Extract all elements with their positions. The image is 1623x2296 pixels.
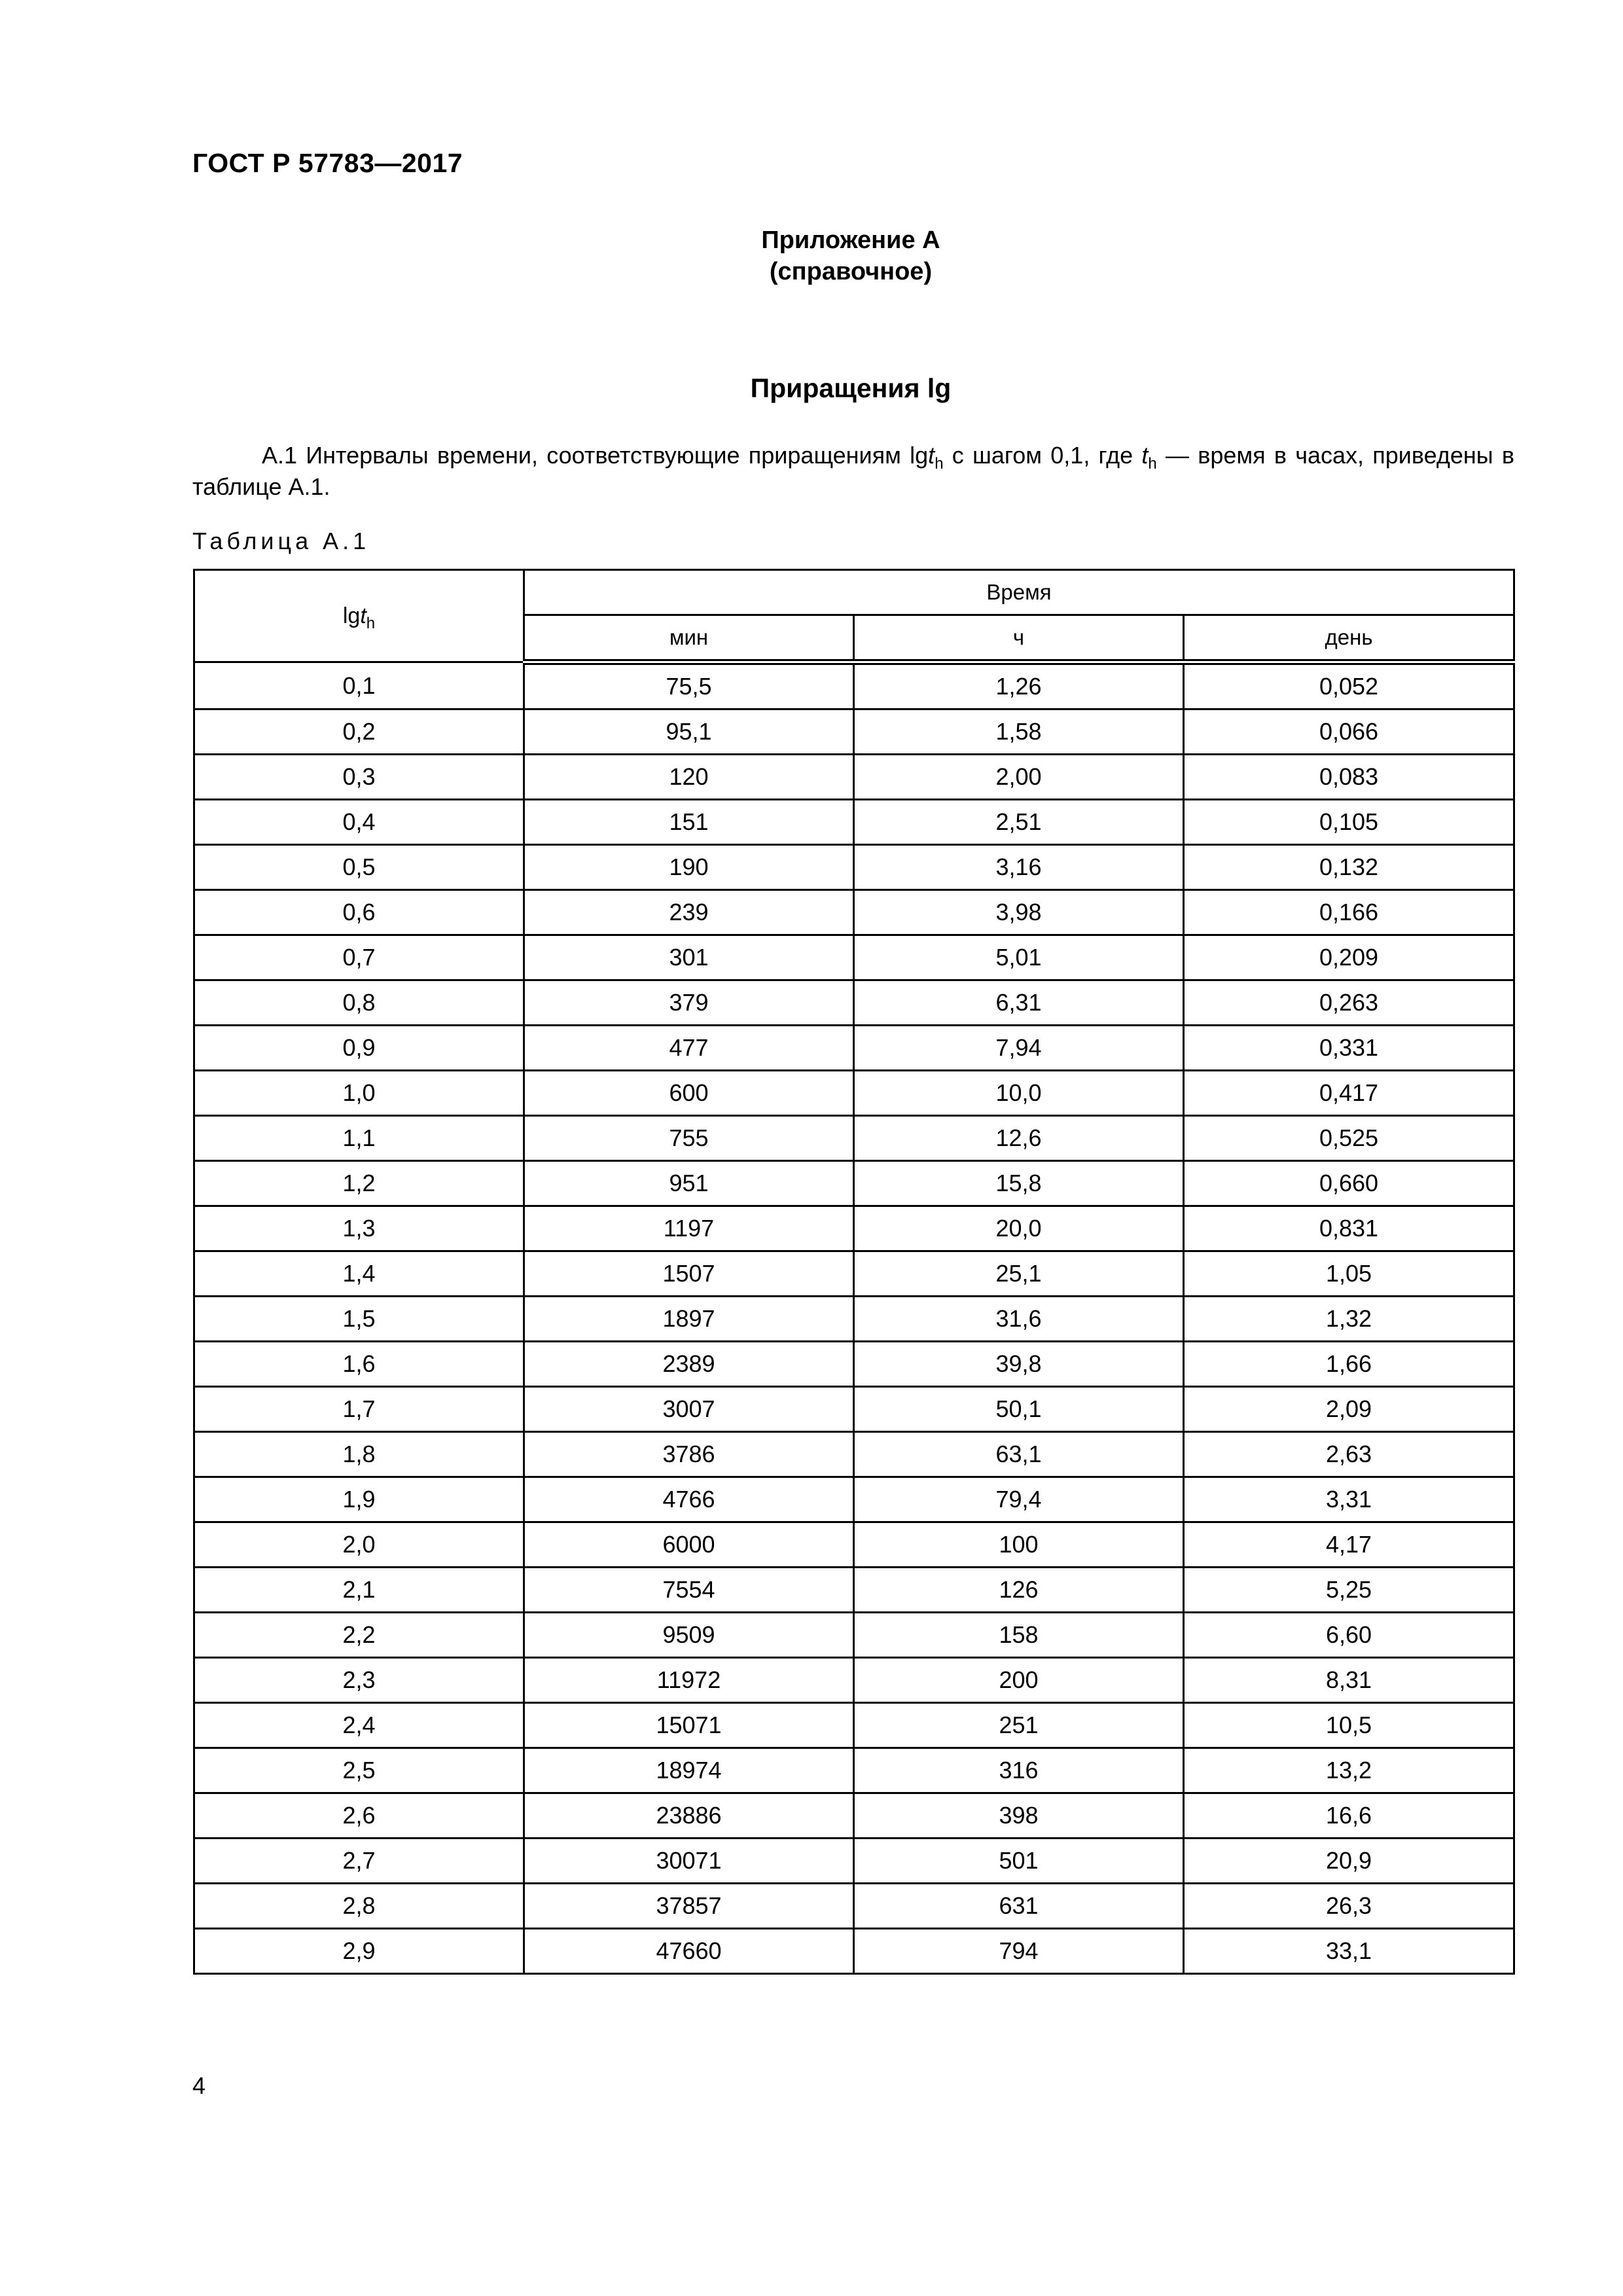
- paragraph-t-var: t: [928, 442, 935, 469]
- cell-lg-value: 1,3: [194, 1206, 524, 1251]
- cell-days: 10,5: [1184, 1703, 1514, 1748]
- table-row: [194, 1026, 1514, 1071]
- cell-days: 1,32: [1184, 1297, 1514, 1342]
- cell-days: 26,3: [1184, 1884, 1514, 1929]
- cell-days: 0,525: [1184, 1116, 1514, 1161]
- table-row: [194, 662, 1514, 709]
- table-row: [194, 755, 1514, 800]
- cell-days: 0,331: [1184, 1026, 1514, 1071]
- table-row: [194, 1297, 1514, 1342]
- cell-days: 0,132: [1184, 845, 1514, 890]
- table-row: [194, 1251, 1514, 1297]
- cell-minutes: 75,5: [524, 662, 854, 709]
- paragraph-sub-h: h: [935, 455, 944, 473]
- cell-hours: 2,51: [854, 800, 1184, 845]
- cell-days: 0,066: [1184, 709, 1514, 755]
- cell-lg-value: 0,7: [194, 935, 524, 980]
- cell-days: 3,31: [1184, 1477, 1514, 1522]
- cell-hours: 39,8: [854, 1342, 1184, 1387]
- table-row: [194, 1116, 1514, 1161]
- cell-minutes: 120: [524, 755, 854, 800]
- table-row: [194, 845, 1514, 890]
- cell-minutes: 151: [524, 800, 854, 845]
- cell-hours: 100: [854, 1522, 1184, 1568]
- cell-lg-value: 1,2: [194, 1161, 524, 1206]
- cell-days: 2,63: [1184, 1432, 1514, 1477]
- cell-lg-value: 2,5: [194, 1748, 524, 1793]
- cell-hours: 398: [854, 1793, 1184, 1839]
- header-lg-sub: h: [366, 614, 376, 632]
- table-row: [194, 1477, 1514, 1522]
- cell-hours: 25,1: [854, 1251, 1184, 1297]
- cell-minutes: 190: [524, 845, 854, 890]
- cell-lg-value: 1,9: [194, 1477, 524, 1522]
- cell-lg-value: 2,6: [194, 1793, 524, 1839]
- cell-hours: 50,1: [854, 1387, 1184, 1432]
- paragraph-t-var-2: t: [1141, 442, 1149, 469]
- cell-hours: 31,6: [854, 1297, 1184, 1342]
- cell-minutes: 15071: [524, 1703, 854, 1748]
- cell-minutes: 1897: [524, 1297, 854, 1342]
- cell-hours: 5,01: [854, 935, 1184, 980]
- cell-hours: 2,00: [854, 755, 1184, 800]
- intro-paragraph: [192, 440, 1514, 503]
- cell-lg-value: 1,7: [194, 1387, 524, 1432]
- paragraph-part1: А.1 Интервалы времени, соответствующие приращениям lg: [262, 442, 929, 469]
- cell-lg-value: 2,9: [194, 1929, 524, 1974]
- cell-days: 4,17: [1184, 1522, 1514, 1568]
- cell-minutes: 37857: [524, 1884, 854, 1929]
- cell-lg-value: 1,4: [194, 1251, 524, 1297]
- paragraph-part2: с шагом 0,1, где: [943, 442, 1142, 469]
- table-row: [194, 890, 1514, 935]
- cell-days: 0,052: [1184, 662, 1514, 709]
- table-row: [194, 1522, 1514, 1568]
- table-row: [194, 1568, 1514, 1613]
- cell-minutes: 301: [524, 935, 854, 980]
- table-row: [194, 1432, 1514, 1477]
- cell-minutes: 9509: [524, 1613, 854, 1658]
- table-row: [194, 980, 1514, 1026]
- cell-hours: 158: [854, 1613, 1184, 1658]
- cell-days: 2,09: [1184, 1387, 1514, 1432]
- cell-hours: 12,6: [854, 1116, 1184, 1161]
- cell-days: 0,263: [1184, 980, 1514, 1026]
- table-row: [194, 935, 1514, 980]
- cell-hours: 15,8: [854, 1161, 1184, 1206]
- table-row: [194, 1161, 1514, 1206]
- header-lg-t: t: [360, 603, 366, 628]
- header-time: Время: [524, 570, 1514, 615]
- cell-minutes: 4766: [524, 1477, 854, 1522]
- cell-days: 16,6: [1184, 1793, 1514, 1839]
- cell-hours: 7,94: [854, 1026, 1184, 1071]
- table-row: [194, 709, 1514, 755]
- increments-table: [193, 569, 1515, 1975]
- page-number: 4: [192, 2072, 206, 2099]
- cell-minutes: 600: [524, 1071, 854, 1116]
- cell-hours: 126: [854, 1568, 1184, 1613]
- cell-hours: 6,31: [854, 980, 1184, 1026]
- cell-hours: 200: [854, 1658, 1184, 1703]
- cell-lg-value: 0,8: [194, 980, 524, 1026]
- cell-minutes: 1197: [524, 1206, 854, 1251]
- cell-hours: 1,26: [854, 662, 1184, 709]
- table-row: [194, 1839, 1514, 1884]
- cell-hours: 631: [854, 1884, 1184, 1929]
- cell-lg-value: 0,2: [194, 709, 524, 755]
- table-row: [194, 1884, 1514, 1929]
- cell-days: 1,66: [1184, 1342, 1514, 1387]
- cell-days: 0,417: [1184, 1071, 1514, 1116]
- cell-minutes: 379: [524, 980, 854, 1026]
- header-hour: ч: [854, 615, 1184, 662]
- cell-lg-value: 0,5: [194, 845, 524, 890]
- cell-hours: 79,4: [854, 1477, 1184, 1522]
- table-row: [194, 1613, 1514, 1658]
- cell-hours: 10,0: [854, 1071, 1184, 1116]
- cell-hours: 63,1: [854, 1432, 1184, 1477]
- header-day: день: [1184, 615, 1514, 662]
- cell-days: 1,05: [1184, 1251, 1514, 1297]
- table-body: [194, 662, 1514, 1974]
- cell-lg-value: 0,1: [194, 662, 524, 709]
- cell-lg-value: 1,5: [194, 1297, 524, 1342]
- cell-days: 0,105: [1184, 800, 1514, 845]
- cell-minutes: 6000: [524, 1522, 854, 1568]
- cell-lg-value: 1,8: [194, 1432, 524, 1477]
- document-code: ГОСТ Р 57783—2017: [192, 148, 463, 178]
- header-min: мин: [524, 615, 854, 662]
- cell-hours: 1,58: [854, 709, 1184, 755]
- cell-lg-value: 2,1: [194, 1568, 524, 1613]
- cell-minutes: 3007: [524, 1387, 854, 1432]
- cell-lg-value: 2,0: [194, 1522, 524, 1568]
- cell-lg-value: 1,6: [194, 1342, 524, 1387]
- appendix-title: Приложение А: [761, 226, 940, 254]
- table-row: [194, 1748, 1514, 1793]
- cell-minutes: 18974: [524, 1748, 854, 1793]
- table-row: [194, 1206, 1514, 1251]
- cell-days: 0,209: [1184, 935, 1514, 980]
- cell-days: 8,31: [1184, 1658, 1514, 1703]
- cell-minutes: 755: [524, 1116, 854, 1161]
- cell-days: 0,166: [1184, 890, 1514, 935]
- cell-minutes: 951: [524, 1161, 854, 1206]
- table-row: [194, 1929, 1514, 1974]
- cell-days: 5,25: [1184, 1568, 1514, 1613]
- cell-days: 0,831: [1184, 1206, 1514, 1251]
- header-lg-label: lg: [342, 603, 361, 628]
- table-caption: Таблица А.1: [192, 528, 370, 554]
- appendix-kind: (справочное): [769, 258, 933, 285]
- cell-lg-value: 1,1: [194, 1116, 524, 1161]
- cell-minutes: 7554: [524, 1568, 854, 1613]
- table-row: [194, 1387, 1514, 1432]
- table-row: [194, 1703, 1514, 1748]
- cell-lg-value: 0,9: [194, 1026, 524, 1071]
- cell-lg-value: 2,3: [194, 1658, 524, 1703]
- cell-minutes: 23886: [524, 1793, 854, 1839]
- cell-lg-value: 2,2: [194, 1613, 524, 1658]
- table-row: [194, 1793, 1514, 1839]
- cell-minutes: 95,1: [524, 709, 854, 755]
- cell-lg-value: 0,3: [194, 755, 524, 800]
- cell-days: 33,1: [1184, 1929, 1514, 1974]
- cell-days: 0,083: [1184, 755, 1514, 800]
- cell-minutes: 11972: [524, 1658, 854, 1703]
- cell-hours: 501: [854, 1839, 1184, 1884]
- cell-minutes: 239: [524, 890, 854, 935]
- cell-minutes: 30071: [524, 1839, 854, 1884]
- cell-days: 6,60: [1184, 1613, 1514, 1658]
- cell-lg-value: 2,7: [194, 1839, 524, 1884]
- cell-lg-value: 0,4: [194, 800, 524, 845]
- table-row: [194, 1658, 1514, 1703]
- table-row: [194, 1342, 1514, 1387]
- section-title: Приращения lg: [750, 373, 952, 403]
- cell-hours: 794: [854, 1929, 1184, 1974]
- cell-minutes: 3786: [524, 1432, 854, 1477]
- cell-days: 20,9: [1184, 1839, 1514, 1884]
- cell-hours: 20,0: [854, 1206, 1184, 1251]
- cell-minutes: 477: [524, 1026, 854, 1071]
- cell-lg-value: 2,8: [194, 1884, 524, 1929]
- cell-hours: 3,98: [854, 890, 1184, 935]
- table-row: [194, 1071, 1514, 1116]
- paragraph-sub-h-2: h: [1148, 455, 1157, 473]
- cell-minutes: 47660: [524, 1929, 854, 1974]
- cell-lg-value: 0,6: [194, 890, 524, 935]
- header-lg-th: [194, 570, 524, 662]
- cell-lg-value: 2,4: [194, 1703, 524, 1748]
- cell-hours: 251: [854, 1703, 1184, 1748]
- cell-days: 13,2: [1184, 1748, 1514, 1793]
- cell-hours: 3,16: [854, 845, 1184, 890]
- cell-lg-value: 1,0: [194, 1071, 524, 1116]
- cell-hours: 316: [854, 1748, 1184, 1793]
- cell-minutes: 2389: [524, 1342, 854, 1387]
- cell-days: 0,660: [1184, 1161, 1514, 1206]
- table-row: [194, 800, 1514, 845]
- paragraph-part3: — время в часах, приведены в таблице А.1.: [192, 442, 1514, 500]
- cell-minutes: 1507: [524, 1251, 854, 1297]
